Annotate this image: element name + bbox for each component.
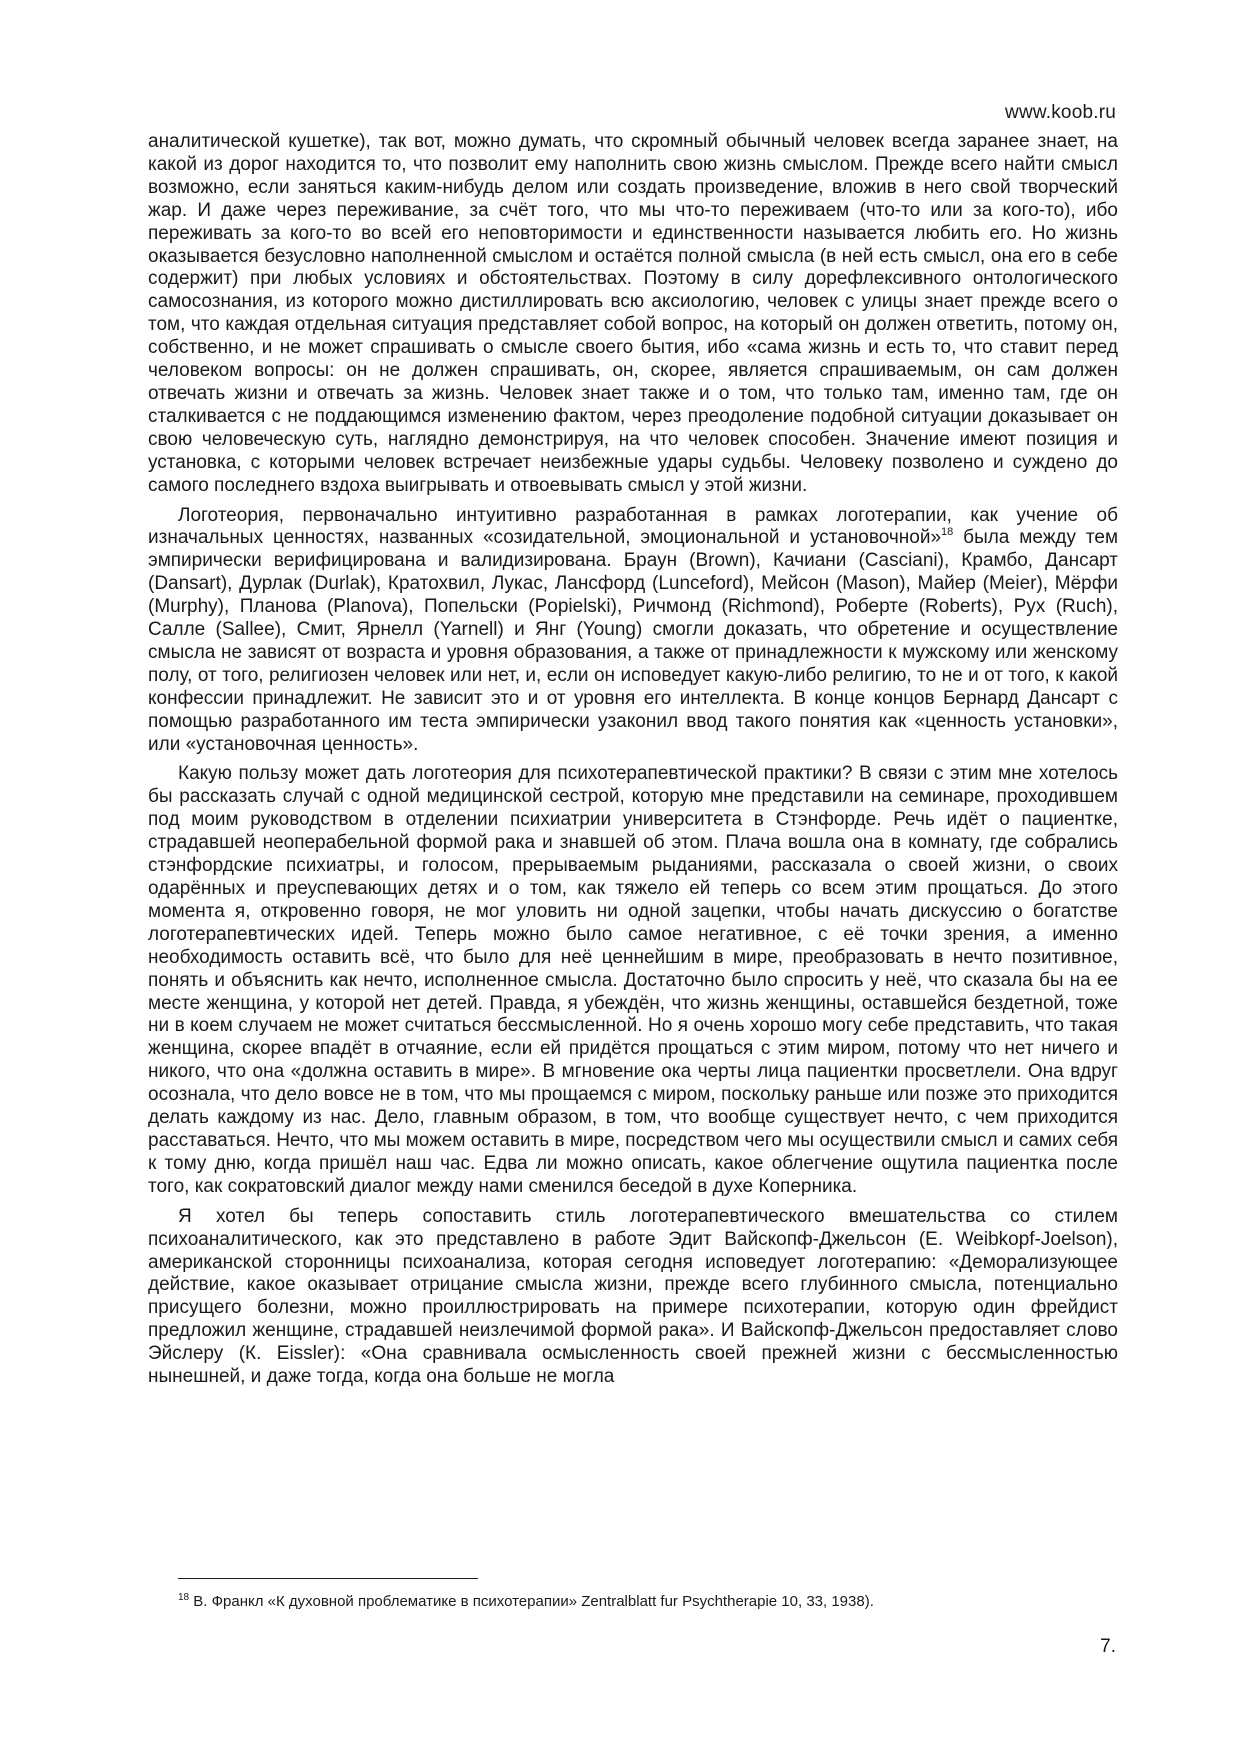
- footnote-ref-18[interactable]: 18: [941, 526, 954, 539]
- header-url: www.koob.ru: [1005, 102, 1116, 123]
- paragraph-4: Я хотел бы теперь сопоставить стиль логотерапевтического вмешательства со стилем психоаналитического, как это представлено в работе Эдит Вайскопф-Джельсон (E. Weibkopf-Joelson), американской сторонницы психоанализа, которая сегодня исповедует логотерапию: «Деморализующее действие, какое оказывает отрицание смысла жизни, прежде всего глубинного смысла, потенциально присущего болезни, можно проиллюстрировать на примере психотерапии, которую один фрейдист предложил женщине, страдавшей неизлечимой формой рака». И Вайскопф-Джельсон предоставляет слово Эйслеру (К. Eissler): «Она сравнивала осмысленность своей прежней жизни с бессмысленностью нынешней, и даже тогда, когда она больше не могла: [148, 1205, 1118, 1388]
- paragraph-1: аналитической кушетке), так вот, можно думать, что скромный обычный человек всегда заранее знает, на какой из дорог находится то, что позволит ему наполнить свою жизнь смыслом. Прежде всего найти смысл возможно, если заняться каким-нибудь делом или создать произведение, вложив в него свой творческий жар. И даже через переживание, за счёт того, что мы что-то переживаем (что-то или за кого-то), ибо переживать за кого-то во всей его неповторимости и единственности называется любить его. Но жизнь оказывается безусловно наполненной смыслом и остаётся полной смысла (в ней есть смысл, она его в себе содержит) при любых условиях и обстоятельствах. Поэтому в силу дорефлексивного онтологического самосознания, из которого можно дистиллировать всю аксиологию, человек с улицы знает прежде всего о том, что каждая отдельная ситуация представляет собой вопрос, на который он должен ответить, потому он, собственно, и не может спрашивать о смысле своего бытия, ибо «сама жизнь и есть то, что ставит перед человеком вопросы: он не должен спрашивать, он, скорее, является спрашиваемым, он сам должен отвечать жизни и отвечать за жизнь. Человек знает также и о том, что только там, именно там, где он сталкивается с не поддающимся изменению фактом, через преодоление подобной ситуации доказывает он свою человеческую суть, наглядно демонстрируя, на что человек способен. Значение имеют позиция и установка, с которыми человек встречает неизбежные удары судьбы. Человеку позволено и суждено до самого последнего вздоха выигрывать и отвоевывать смысл у этой жизни.: [148, 131, 1118, 496]
- page-number: 7.: [1100, 1636, 1116, 1657]
- paragraph-2-text-start: Логотеория, первоначально интуитивно разработанная в рамках логотерапии, как учение об изначальных ценностях, названных «созидательной, эмоциональной и установочной»: [148, 504, 1118, 549]
- footnote: [178, 1593, 1078, 1611]
- footnote-marker: 18: [178, 1592, 190, 1603]
- paragraph-2: [148, 505, 1118, 757]
- body-text: [148, 131, 1118, 1396]
- footnote-text: В. Франкл «К духовной проблематике в психотерапии» Zentralblatt fur Psychtherapie 10, 33, 1938).: [189, 1593, 874, 1610]
- footnote-divider: [178, 1578, 478, 1579]
- paragraph-2-text-end: была между тем эмпирически верифицирована и валидизирована. Браун (Brown), Качиани (Casciani), Крамбо, Дансарт (Dansart), Дурлак (Durlak), Кратохвил, Лукас, Лансфорд (Lunceford), Мейсон (Mason), Майер (Meier), Мёрфи (Murphy), Планова (Planova), Попельски (Popielski), Ричмонд (Richmond), Роберте (Roberts), Рух (Ruch), Салле (Sallee), Смит, Ярнелл (Yarnell) и Янг (Young) смогли доказать, что обретение и осуществление смысла не зависят от возраста и уровня образования, а также от принадлежности к мужскому или женскому полу, от того, религиозен человек или нет, и, если он исповедует какую-либо религию, то не и от того, к какой конфессии принадлежит. Не зависит это и от уровня его интеллекта. В конце концов Бернард Дансарт с помощью разработанного им теста эмпирически узаконил ввод такого понятия как «ценность установки», или «установочная ценность».: [148, 527, 1119, 755]
- paragraph-3: Какую пользу может дать логотеория для психотерапевтической практики? В связи с этим мне хотелось бы рассказать случай с одной медицинской сестрой, которую мне представили на семинаре, проходившем под моим руководством в отделении психиатрии университета в Стэнфорде. Речь идёт о пациентке, страдавшей неоперабельной формой рака и знавшей об этом. Плача вошла она в комнату, где собрались стэнфордские психиатры, и голосом, прерываемым рыданиями, рассказала о своей жизни, о своих одарённых и преуспевающих детях и о том, как тяжело ей теперь со всем этим прощаться. До этого момента я, откровенно говоря, не мог уловить ни одной зацепки, чтобы начать дискуссию о богатстве логотерапевтических идей. Теперь можно было самое негативное, с её точки зрения, а именно необходимость оставить всё, что было для неё ценнейшим в мире, преобразовать в нечто позитивное, понять и объяснить как нечто, исполненное смысла. Достаточно было спросить у неё, что сказала бы на ее месте женщина, у которой нет детей. Правда, я убеждён, что жизнь женщины, оставшейся бездетной, тоже ни в коем случаем не может считаться бессмысленной. Но я очень хорошо могу себе представить, что такая женщина, скорее впадёт в отчаяние, если ей придётся прощаться с этим миром, потому что нет ничего и никого, что она «должна оставить в мире». В мгновение ока черты лица пациентки просветлели. Она вдруг осознала, что дело вовсе не в том, что мы прощаемся с миром, поскольку раньше или позже это приходится делать каждому из нас. Дело, главным образом, в том, что вообще существует нечто, с чем приходится расставаться. Нечто, что мы можем оставить в мире, посредством чего мы осуществили смысл и самих себя к тому дню, когда пришёл наш час. Едва ли можно описать, какое облегчение ощутила пациентка после того, как сократовский диалог между нами сменился беседой в духе Коперника.: [148, 763, 1118, 1197]
